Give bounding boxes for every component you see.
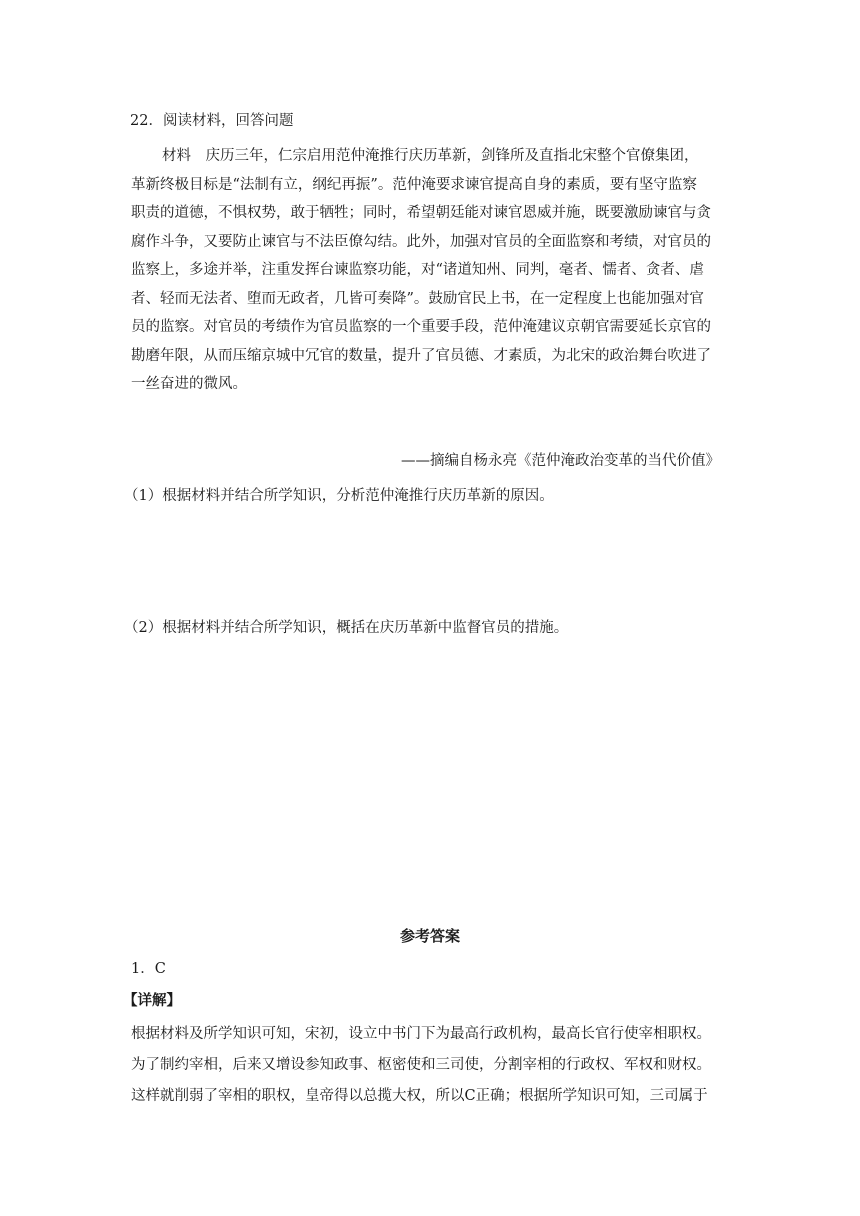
answer-line: 根据材料及所学知识可知，宋初，设立中书门下为最高行政机构，最高长官行使宰相职权。 (131, 1026, 711, 1042)
answer-detail-tag: 【详解】 (123, 993, 181, 1009)
answer-number: 1．C (131, 961, 166, 977)
answer-line: 这样就削弱了宰相的职权，皇帝得以总揽大权，所以C正确；根据所学知识可知，三司属于 (131, 1088, 708, 1104)
material-source: ——摘编自杨永亮《范仲淹政治变革的当代价值》 (401, 453, 720, 469)
material-passage (131, 142, 731, 399)
material-line: 腐作斗争，又要防止谏官与不法臣僚勾结。此外，加强对官员的全面监察和考绩，对官员的 (131, 233, 711, 250)
material-line: 革新终极目标是“法制有立，纲纪再振”。范仲淹要求谏官提高自身的素质，要有坚守监察 (131, 176, 697, 193)
material-line: 者、轻而无法者、堕而无政者，几皆可奏降”。鼓励官民上书，在一定程度上也能加强对官 (131, 290, 704, 307)
sub-question-1: （1）根据材料并结合所学知识，分析范仲淹推行庆历革新的原因。 (124, 488, 554, 504)
material-line: 职责的道德，不惧权势，敢于牺牲；同时，希望朝廷能对谏官恩威并施，既要激励谏官与贪 (131, 205, 711, 221)
material-line: 勘磨年限，从而压缩京城中冗官的数量，提升了官员德、才素质，为北宋的政治舞台吹进了 (131, 347, 711, 364)
question-heading: 22．阅读材料，回答问题 (130, 113, 294, 129)
material-line: 监察上，多途并举，注重发挥台谏监察功能，对“诸道知州、同判，毫者、懦者、贪者、虐 (131, 262, 704, 278)
material-line: 员的监察。对官员的考绩作为官员监察的一个重要手段，范仲淹建议京朝官需要延长京官的 (131, 319, 711, 335)
material-line: 材料 庆历三年，仁宗启用范仲淹推行庆历革新，剑锋所及直指北宋整个官僚集团， (162, 148, 699, 164)
answers-title: 参考答案 (399, 927, 460, 945)
material-line: 一丝奋进的微风。 (131, 376, 247, 392)
sub-question-2: （2）根据材料并结合所学知识，概括在庆历革新中监督官员的措施。 (124, 620, 569, 636)
answer-line: 为了制约宰相，后来又增设参知政事、枢密使和三司使，分割宰相的行政权、军权和财权。 (131, 1057, 711, 1073)
answer-explanation (131, 1019, 741, 1112)
